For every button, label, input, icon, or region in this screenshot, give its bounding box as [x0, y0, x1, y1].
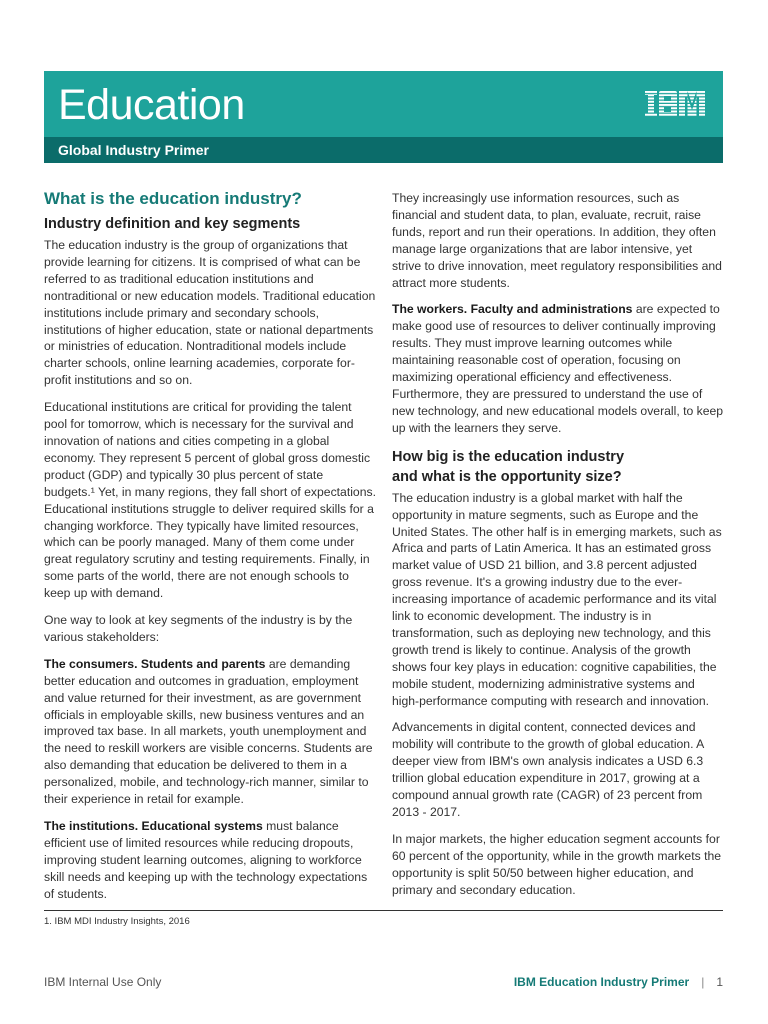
- institutions-lead: The institutions. Educational systems: [44, 819, 263, 833]
- section-heading: What is the education industry?: [44, 189, 302, 208]
- footer-separator: |: [701, 975, 705, 989]
- consumers-lead: The consumers. Students and parents: [44, 656, 266, 671]
- footer-classification: IBM Internal Use Only: [44, 975, 162, 989]
- workers-text: are expected to make good use of resources to deliver continually improving results. They must improve learning outcomes while maintaining reasonable cost of operation, focusing on maximizing operational efficiency and effectiveness. Furthermore, they are pressured to understand the use of new technology, and new educational models overall, to keep up with the learners they serve.: [392, 302, 724, 435]
- ibm-logo: [645, 91, 705, 117]
- subtitle-banner: [44, 137, 723, 163]
- paragraph-growth: Advancements in digital content, connected devices and mobility will contribute to the growth of global education. A deeper view from IBM's own analysis indicates a USD 6.3 trillion global education expenditure in 2017, growing at a compound annual growth rate (CAGR) of 23 percent from 2013 - 2017.: [392, 720, 704, 819]
- footnote: 1. IBM MDI Industry Insights, 2016: [44, 916, 190, 927]
- paragraph-market: The education industry is a global market with half the opportunity in mature segments, such as Europe and the United States. The other half is in emerging markets, such as Africa and parts of Latin America. It has an estimated gross market value of USD 21 billion, and 3.8 percent adjusted gross revenue. It's a growing industry due to the ever-increasing importance of academic performance and its vital link to economic development. The industry is in transformation, such as deploying new technology, and this growth trend is likely to continue. Analysis of the growth shows four key plays in education: cognitive capabilities, the mobile student, modernizing administrative systems and high-performance computing with research and innovation.: [392, 490, 722, 708]
- paragraph-institutions-continued: They increasingly use information resources, such as financial and student data, to plan, evaluate, recruit, raise funds, report and run their operations. In addition, they often manage large organizations that are labor intensive, yet strive to drive innovation, meet regulatory responsibilities and attract more students.: [392, 191, 722, 290]
- paragraph-institutions: [44, 818, 376, 903]
- section-subheading: Industry definition and key segments: [44, 216, 301, 232]
- opportunity-subheading-line1: How big is the education industry: [392, 448, 625, 465]
- paragraph-critical: Educational institutions are critical for providing the talent pool for tomorrow, which is necessary for the survival and innovation of nations and cities competing in a global economy. They represent 5 percent of global gross domestic product (GDP) and typically 30 plus percent of state budgets.¹ Yet, in many regions, they fall short of expectations. Educational institutions struggle to deliver required skills for a changing workforce. They typically have limited resources, which can be poorly managed. Many of them come under great regulatory scrutiny and testing requirements. Finally, in some parts of the world, there are not enough schools to keep up with demand.: [44, 400, 376, 601]
- title-banner: [44, 71, 723, 137]
- page-title: Education: [58, 81, 245, 129]
- opportunity-subheading: [392, 447, 724, 487]
- footer-right: [514, 975, 723, 989]
- institutions-text: must balance efficient use of limited resources while reducing dropouts, improving student learning outcomes, aligning to workforce skill needs and keeping up with the technology expectations of students.: [44, 819, 368, 901]
- opportunity-subheading-line2: and what is the opportunity size?: [392, 468, 622, 485]
- left-column: [44, 188, 376, 913]
- footnote-divider: [44, 910, 723, 911]
- consumers-text: are demanding better education and outcomes in graduation, employment and value returned for their investment, as are government officials in employable skills, new business ventures and an improved tax base. In all markets, youth unemployment and the need to reskill workers are visible concerns. Students are also demanding that education be delivered to them in a personalized, mobile, and technology-rich manner, similar to their experience in retail for example.: [44, 656, 373, 807]
- page-number: 1: [716, 975, 723, 989]
- right-column: [392, 190, 724, 909]
- paragraph-workers: [392, 301, 724, 436]
- paragraph-consumers: [44, 656, 376, 808]
- paragraph-definition: The education industry is the group of organizations that provide learning for citizens. It is comprised of what can be referred to as traditional education institutions and nontraditional or new education models. Traditional education institutions include primary and secondary schools, institutions of higher education, state or national departments or ministries of education. Nontraditional models include charter schools, online learning academies, corporate for-profit institutions and so on.: [44, 238, 376, 388]
- page-subtitle: Global Industry Primer: [58, 142, 209, 158]
- footer-document-title: IBM Education Industry Primer: [513, 975, 690, 989]
- paragraph-segments: In major markets, the higher education segment accounts for 60 percent of the opportunity, while in the growth markets the opportunity is split 50/50 between higher education, and primary and secondary education.: [392, 831, 722, 897]
- workers-lead: The workers. Faculty and administrations: [392, 302, 633, 317]
- paragraph-stakeholders: One way to look at key segments of the industry is by the various stakeholders:: [44, 613, 353, 644]
